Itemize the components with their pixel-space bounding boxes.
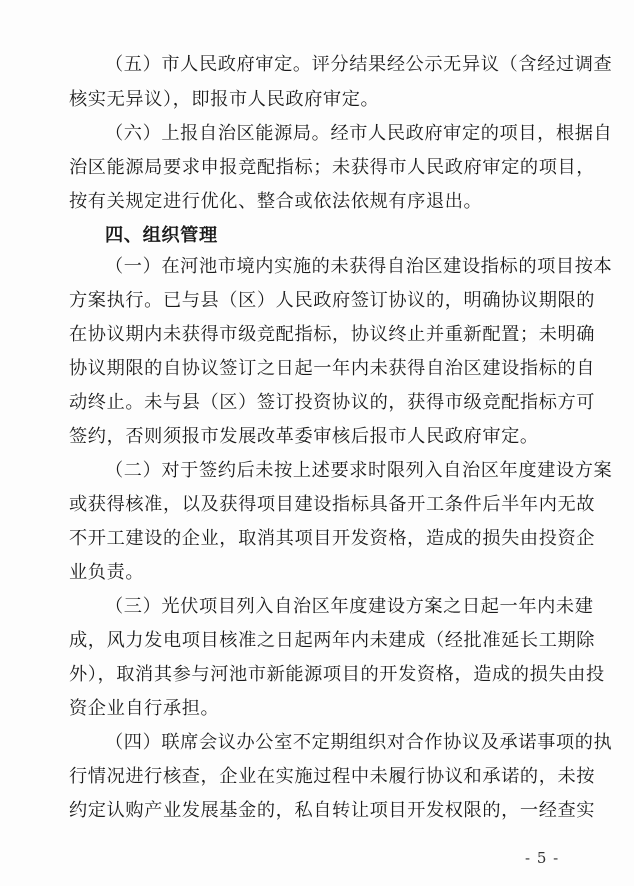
section-heading: 四、组织管理 — [105, 225, 218, 246]
paragraph-5-line-1: （五）市人民政府审定。评分结果经公示无异议（含经过调查 — [105, 54, 613, 75]
paragraph-4-line-2: 行情况进行核查，企业在实施过程中未履行协议和承诺的，未按 — [69, 766, 596, 787]
paragraph-2-line-3: 不开工建设的企业，取消其项目开发资格，造成的损失由投资企 — [69, 528, 596, 549]
paragraph-1-line-4: 协议期限的自协议签订之日起一年内未获得自治区建设指标的自 — [69, 358, 596, 379]
paragraph-3-line-1: （三）光伏项目列入自治区年度建设方案之日起一年内未建 — [105, 596, 594, 617]
paragraph-3-line-2: 成，风力发电项目核准之日起两年内未建成（经批准延长工期除 — [69, 630, 596, 651]
paragraph-2-line-4: 业负责。 — [69, 562, 145, 583]
paragraph-2-line-2: 或获得核准，以及获得项目建设指标具备开工条件后半年内无故 — [69, 494, 596, 515]
paragraph-1-line-1: （一）在河池市境内实施的未获得自治区建设指标的项目按本 — [105, 256, 613, 277]
paragraph-4-line-3: 约定认购产业发展基金的，私自转让项目开发权限的，一经查实 — [69, 800, 596, 821]
paragraph-5-line-2: 核实无异议），即报市人民政府审定。 — [69, 89, 380, 110]
paragraph-4-line-1: （四）联席会议办公室不定期组织对合作协议及承诺事项的执 — [105, 732, 613, 753]
paragraph-1-line-2: 方案执行。已与县（区）人民政府签订协议的，明确协议期限的 — [69, 290, 596, 311]
paragraph-3-line-3: 外），取消其参与河池市新能源项目的开发资格，造成的损失由投 — [69, 664, 605, 685]
paragraph-6-line-3: 按有关规定进行优化、整合或依法依规有序退出。 — [69, 191, 483, 212]
paragraph-6-line-1: （六）上报自治区能源局。经市人民政府审定的项目，根据自 — [105, 123, 613, 144]
paragraph-6-line-2: 治区能源局要求申报竞配指标；未获得市人民政府审定的项目， — [69, 157, 596, 178]
paragraph-1-line-3: 在协议期内未获得市级竞配指标，协议终止并重新配置；未明确 — [69, 324, 596, 345]
paragraph-2-line-1: （二）对于签约后未按上述要求时限列入自治区年度建设方案 — [105, 460, 613, 481]
paragraph-1-line-5: 动终止。未与县（区）签订投资协议的，获得市级竞配指标方可 — [69, 392, 596, 413]
page-number: - 5 - — [525, 849, 560, 867]
paragraph-1-line-6: 签约，否则须报市发展改革委审核后报市人民政府审定。 — [69, 426, 539, 447]
paragraph-3-line-4: 资企业自行承担。 — [69, 698, 220, 719]
